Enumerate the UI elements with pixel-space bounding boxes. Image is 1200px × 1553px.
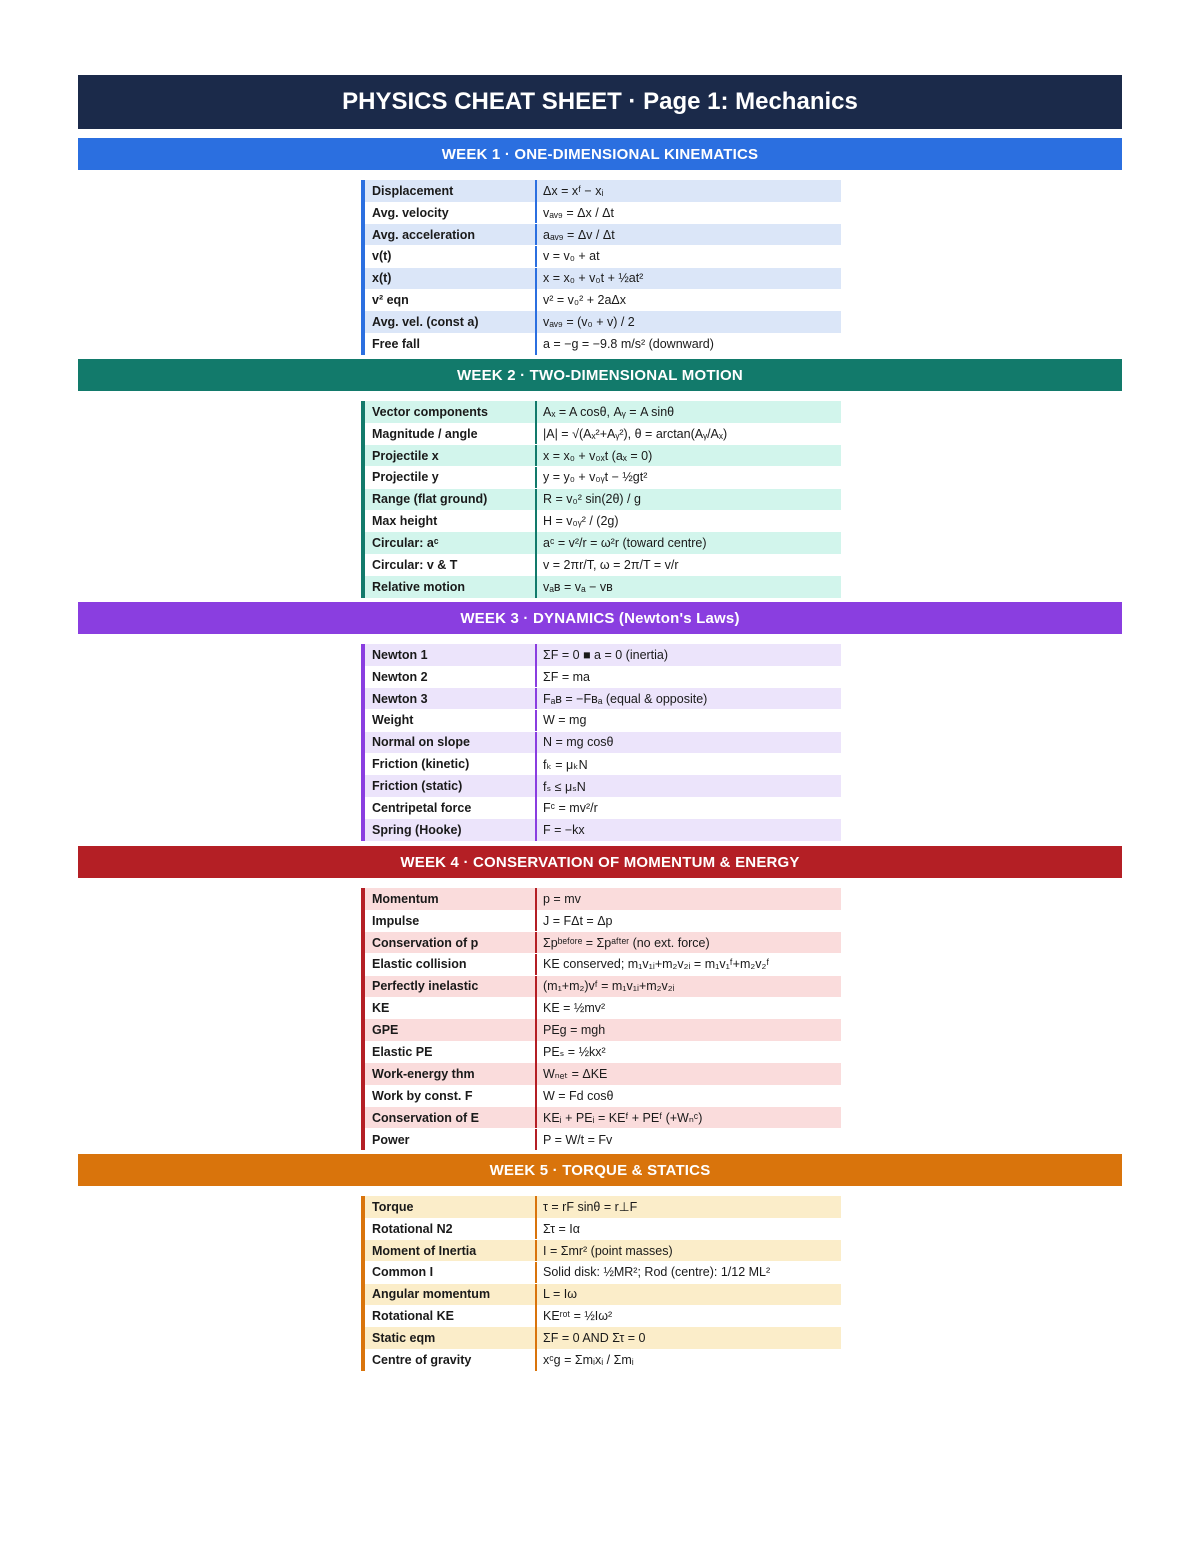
formula-row [365,976,841,998]
formula-value: Στ = Iα [543,1221,581,1236]
week-heading: WEEK 3 · DYNAMICS (Newton's Laws) [78,602,1122,634]
formula-label: Newton 3 [365,688,537,710]
formula-row [365,1284,841,1306]
formula-row [365,202,841,224]
formula-label: Free fall [365,333,537,355]
formula-value: a = −g = −9.8 m/s² (downward) [543,336,714,351]
week-section [78,602,1122,841]
formula-row [365,688,841,710]
formula-label: x(t) [365,268,537,290]
formula-label: Avg. vel. (const a) [365,311,537,333]
formula-label: v(t) [365,246,537,268]
formula-value: N = mg cosθ [543,735,614,750]
week-heading: WEEK 5 · TORQUE & STATICS [78,1154,1122,1186]
formula-row [365,888,841,910]
formula-row [365,1240,841,1262]
formula-value: |A| = √(Aₓ²+Aᵧ²), θ = arctan(Aᵧ/Aₓ) [543,426,728,441]
formula-label: Normal on slope [365,732,537,754]
formula-value: KEᵢ + PEᵢ = KEᶠ + PEᶠ (+Wₙᶜ) [543,1111,703,1126]
formula-row [365,289,841,311]
week-heading: WEEK 1 · ONE-DIMENSIONAL KINEMATICS [78,138,1122,170]
week-section [78,138,1122,355]
formula-value: (m₁+m₂)vᶠ = m₁v₁ᵢ+m₂v₂ᵢ [543,979,675,994]
formula-label: GPE [365,1019,537,1041]
formula-label: Conservation of p [365,932,537,954]
formula-label: Vector components [365,401,537,423]
formula-row [365,1063,841,1085]
formula-table [361,401,841,598]
formula-value: v = v₀ + at [543,249,600,264]
formula-row [365,489,841,511]
formula-row [365,246,841,268]
formula-value: x = x₀ + v₀ₓt (aₓ = 0) [543,448,653,463]
week-section [78,846,1122,1151]
formula-label: Static eqm [365,1327,537,1349]
formula-label: Elastic collision [365,954,537,976]
formula-value: I = Σmr² (point masses) [543,1243,673,1258]
formula-value: PEɡ = mgh [543,1023,606,1038]
formula-row [365,423,841,445]
formula-row [365,1085,841,1107]
formula-label: Rotational N2 [365,1218,537,1240]
formula-value: Wₙₑₜ = ΔKE [543,1067,608,1082]
formula-label: Friction (static) [365,775,537,797]
formula-label: Circular: v & T [365,554,537,576]
formula-row [365,1327,841,1349]
formula-label: Torque [365,1196,537,1218]
formula-label: Perfectly inelastic [365,976,537,998]
formula-row [365,224,841,246]
formula-row [365,333,841,355]
formula-value: Fᶜ = mv²/r [543,800,598,815]
formula-value: J = FΔt = Δp [543,913,613,928]
formula-value: Solid disk: ½MR²; Rod (centre): 1/12 ML² [543,1265,771,1280]
formula-value: KEʳᵒᵗ = ½Iω² [543,1309,613,1324]
week-section [78,1154,1122,1371]
formula-row [365,445,841,467]
formula-label: Weight [365,710,537,732]
formula-row [365,532,841,554]
formula-value: fₖ = μₖN [543,757,588,772]
formula-table [361,644,841,841]
formula-row [365,753,841,775]
formula-label: Newton 2 [365,666,537,688]
formula-value: Aₓ = A cosθ, Aᵧ = A sinθ [543,404,675,419]
formula-row [365,510,841,532]
formula-label: Momentum [365,888,537,910]
formula-label: Centripetal force [365,797,537,819]
formula-row [365,311,841,333]
formula-value: R = v₀² sin(2θ) / g [543,492,641,507]
formula-label: v² eqn [365,289,537,311]
formula-row [365,732,841,754]
formula-value: KE conserved; m₁v₁ᵢ+m₂v₂ᵢ = m₁v₁ᶠ+m₂v₂ᶠ [543,957,770,972]
formula-label: Rotational KE [365,1305,537,1327]
formula-value: Fₐʙ = −Fʙₐ (equal & opposite) [543,691,708,706]
formula-value: vₐᵥ₉ = Δx / Δt [543,205,614,220]
formula-label: Spring (Hooke) [365,819,537,841]
formula-label: Power [365,1129,537,1151]
formula-value: W = mg [543,713,587,728]
formula-label: Projectile y [365,467,537,489]
formula-row [365,1019,841,1041]
formula-value: F = −kx [543,822,585,837]
formula-row [365,1129,841,1151]
formula-label: Projectile x [365,445,537,467]
formula-value: W = Fd cosθ [543,1088,614,1103]
formula-label: Angular momentum [365,1284,537,1306]
formula-row [365,401,841,423]
formula-row [365,644,841,666]
formula-value: xᶜɡ = Σmᵢxᵢ / Σmᵢ [543,1352,634,1367]
formula-label: Relative motion [365,576,537,598]
formula-label: Common I [365,1262,537,1284]
formula-label: Elastic PE [365,1041,537,1063]
formula-row [365,819,841,841]
formula-row [365,997,841,1019]
formula-row [365,666,841,688]
formula-label: Impulse [365,910,537,932]
formula-label: Max height [365,510,537,532]
week-section [78,359,1122,598]
formula-label: Displacement [365,180,537,202]
formula-row [365,1349,841,1371]
formula-row [365,910,841,932]
formula-label: Circular: aᶜ [365,532,537,554]
formula-row [365,1218,841,1240]
formula-value: L = Iω [543,1287,577,1302]
formula-row [365,797,841,819]
formula-label: Friction (kinetic) [365,753,537,775]
formula-row [365,1196,841,1218]
formula-row [365,1107,841,1129]
formula-row [365,1041,841,1063]
formula-value: Σpᵇᵉᶠᵒʳᵉ = Σpᵃᶠᵗᵉʳ (no ext. force) [543,935,710,950]
formula-label: Avg. acceleration [365,224,537,246]
formula-value: v = 2πr/T, ω = 2π/T = v/r [543,557,679,572]
formula-row [365,268,841,290]
formula-value: x = x₀ + v₀t + ½at² [543,271,644,286]
formula-label: Centre of gravity [365,1349,537,1371]
formula-label: Moment of Inertia [365,1240,537,1262]
formula-value: PEₛ = ½kx² [543,1045,606,1060]
week-heading: WEEK 2 · TWO-DIMENSIONAL MOTION [78,359,1122,391]
formula-value: KE = ½mv² [543,1001,606,1016]
formula-value: vₐᵥ₉ = (v₀ + v) / 2 [543,315,635,330]
formula-row [365,180,841,202]
formula-value: ΣF = 0 AND Στ = 0 [543,1331,646,1346]
formula-value: aₐᵥ₉ = Δv / Δt [543,227,615,242]
formula-table [361,180,841,355]
cheat-sheet-page [78,75,1122,1367]
formula-value: aᶜ = v²/r = ω²r (toward centre) [543,536,707,551]
formula-label: Work-energy thm [365,1063,537,1085]
formula-value: p = mv [543,891,581,906]
formula-value: y = y₀ + v₀ᵧt − ½gt² [543,470,648,485]
page-title: PHYSICS CHEAT SHEET · Page 1: Mechanics [78,75,1122,129]
formula-label: Magnitude / angle [365,423,537,445]
week-heading: WEEK 4 · CONSERVATION OF MOMENTUM & ENERGY [78,846,1122,878]
formula-row [365,1305,841,1327]
formula-row [365,932,841,954]
formula-value: P = W/t = Fv [543,1132,613,1147]
formula-label: KE [365,997,537,1019]
formula-value: ΣF = 0 ■ a = 0 (inertia) [543,647,669,662]
formula-value: H = v₀ᵧ² / (2g) [543,514,619,529]
formula-row [365,576,841,598]
formula-row [365,954,841,976]
formula-value: ΣF = ma [543,669,590,684]
formula-label: Avg. velocity [365,202,537,224]
formula-label: Work by const. F [365,1085,537,1107]
formula-label: Range (flat ground) [365,489,537,511]
formula-value: v² = v₀² + 2aΔx [543,293,627,308]
formula-value: Δx = xᶠ − xᵢ [543,183,604,198]
formula-row [365,554,841,576]
formula-table [361,1196,841,1371]
formula-table [361,888,841,1150]
formula-value: vₐʙ = vₐ − vʙ [543,579,613,594]
formula-value: fₛ ≤ μₛN [543,779,586,794]
formula-row [365,467,841,489]
formula-row [365,1262,841,1284]
formula-label: Conservation of E [365,1107,537,1129]
formula-value: τ = rF sinθ = r⊥F [543,1200,638,1215]
formula-row [365,710,841,732]
formula-row [365,775,841,797]
formula-label: Newton 1 [365,644,537,666]
